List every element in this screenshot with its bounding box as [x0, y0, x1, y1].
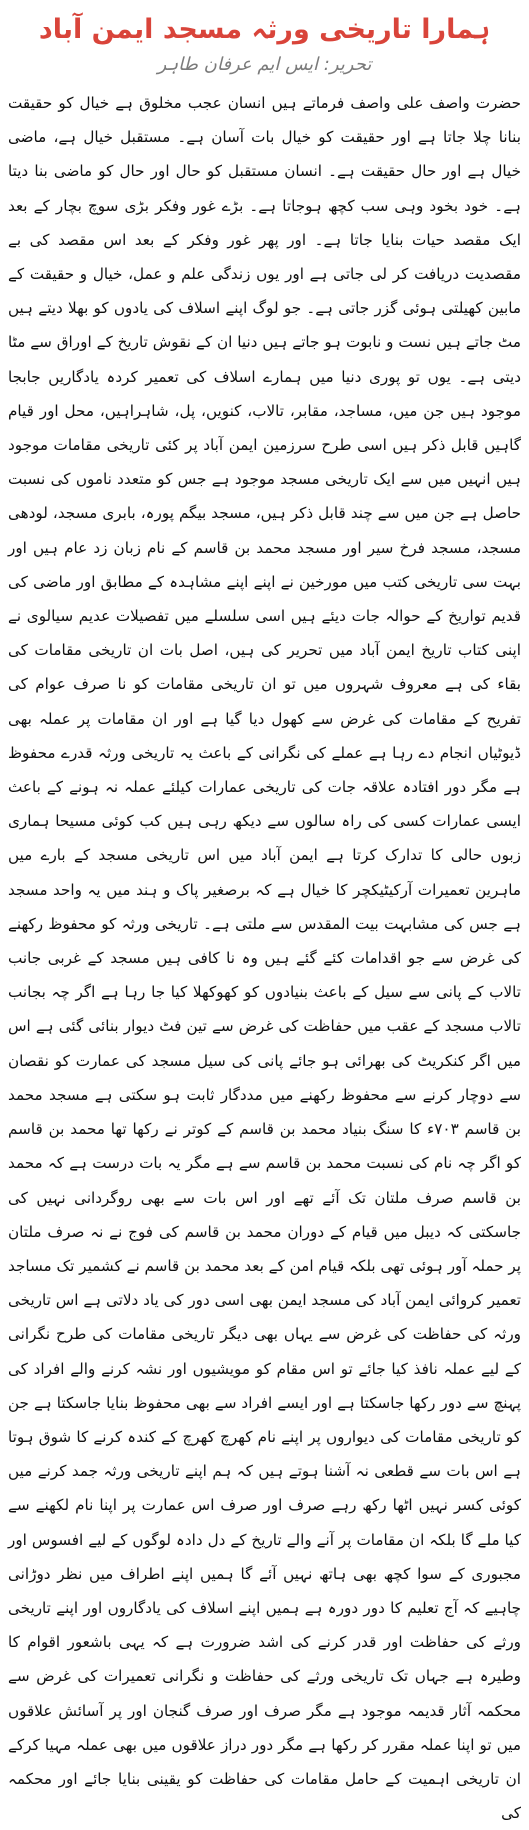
article-byline: تحریر: ایس ایم عرفان طاہر [157, 54, 372, 75]
article-title: ہمارا تاریخی ورثہ مسجد ایمن آباد [38, 14, 491, 45]
article-body: حضرت واصف علی واصف فرماتے ہیں انسان عجب مخلوق ہے خیال کو حقیقت بنانا چلا جاتا ہے اور حقیقت کو خیال بات آسان ہے۔ مستقبل خیال ہے، ماضی خیال ہے اور حال حقیقت ہے۔ انسان مستقبل کو حال اور حال کو ماضی بنا دیتا ہے۔ خود بخود وہی سب کچھ ہوجاتا ہے۔ بڑے غور وفکر بڑی سوچ بچار کے بعد ایک مقصد حیات بنایا جاتا ہے۔ اور پھر غور وفکر کے بعد اس مقصد کی بے مقصدیت دریافت کر لی جاتی ہے اور یوں زندگی علم و عمل، خیال و حقیقت کے مابین کھیلتی ہوئی گزر جاتی ہے۔ جو لوگ اپنے اسلاف کی یادوں کو بھلا دیتے ہیں مٹ جاتے ہیں نست و نابوت ہو جاتے ہیں دنیا ان کے نقوش تاریخ کے اوراق سے مٹا دیتی ہے۔ یوں تو پوری دنیا میں ہمارے اسلاف کی تعمیر کردہ یادگاریں جابجا موجود ہیں جن میں، مساجد، مقابر، تالاب، کنویں، پل، شاہراہیں، محل اور قیام گاہیں قابل ذکر ہیں اسی طرح سرزمین ایمن آباد پر کئی تاریخی مقامات موجود ہیں انہیں میں سے ایک تاریخی مسجد موجود ہے جس کو متعدد ناموں کی نسبت حاصل ہے جن میں سے چند قابل ذکر ہیں، مسجد بیگم پورہ، بابری مسجد، لودھی مسجد، مسجد فرخ سیر اور مسجد محمد بن قاسم کے نام زبان زد عام ہیں اور بہت سی تاریخی کتب میں مورخین نے اپنے اپنے مشاہدہ کے مطابق اور ماضی کی قدیم تواریخ کے حوالہ جات دیئے ہیں اسی سلسلے میں تفصیلات عدیم سیالوی نے اپنی کتاب تاریخ ایمن آباد میں تحریر کی ہیں، اصل بات ان تاریخی مقامات کی بقاء کی ہے معروف شہروں میں تو ان تاریخی مقامات کو نا صرف عوام کی تفریح کے مقامات کی غرض سے کھول دیا گیا ہے اور ان مقامات پر عملہ بھی ڈیوٹیاں انجام دے رہا ہے عملے کی نگرانی کے باعث یہ تاریخی ورثہ قدرے محفوظ ہے مگر دور افتادہ علاقہ جات کی تاریخی عمارات کیلئے عملہ نہ ہونے کے باعث ایسی عمارات کسی کی راہ سالوں سے دیکھ رہی ہیں کب کوئی مسیحا ہماری زبوں حالی کا تدارک کرتا ہے ایمن آباد میں اس تاریخی مسجد کے بارے میں ماہرین تعمیرات آرکیٹیکچر کا خیال ہے کہ برصغیر پاک و ہند میں یہ واحد مسجد ہے جس کی مشابہت بیت المقدس سے ملتی ہے۔ تاریخی ورثہ کو محفوظ رکھنے کی غرض سے جو اقدامات کئے گئے ہیں وہ نا کافی ہیں مسجد کے غربی جانب تالاب کے پانی سے سیل کے باعث بنیادوں کو کھوکھلا کیا جا رہا ہے اگر چہ بجانب تالاب مسجد کے عقب میں حفاظت کی غرض سے تین فٹ دیوار بنائی گئی ہے اس میں اگر کنکریٹ کی بھرائی ہو جائے پانی کی سیل مسجد کی عمارت کو نقصان سے دوچار کرنے سے محفوظ رکھنے میں مددگار ثابت ہو سکتی ہے مسجد محمد بن قاسم ۷۰۳ء کا سنگ بنیاد محمد بن قاسم کے کوتر نے رکھا تھا محمد بن قاسم کو اگر چہ نام کی نسبت محمد بن قاسم سے ہے مگر یہ بات درست ہے کہ محمد بن قاسم صرف ملتان تک آئے تھے اور اس بات سے بھی روگردانی نہیں کی جاسکتی کہ دیبل میں قیام کے دوران محمد بن قاسم کی فوج نے نہ صرف ملتان پر حملہ آور ہوئی تھی بلکہ قیام امن کے بعد محمد بن قاسم نے کشمیر تک مساجد تعمیر کروائی ایمن آباد کی مسجد ایمن بھی اسی دور کی یاد دلاتی ہے اس تاریخی ورثہ کی حفاظت کی غرض سے یہاں بھی دیگر تاریخی مقامات کی طرح نگرانی کے لیے عملہ نافذ کیا جائے تو اس مقام کو مویشیوں اور نشہ کرنے والے افراد کی پہنچ سے دور رکھا جاسکتا ہے اور ایسے افراد سے بھی محفوظ بنایا جاسکتا ہے جن کو تاریخی مقامات کی دیواروں پر اپنے نام کھرچ کھرچ کے کندہ کرنے کا شوق ہوتا ہے اس بات سے قطعی نہ آشنا ہوتے ہیں کہ ہم اپنے تاریخی ورثہ جمد کرنے میں کوئی کسر نہیں اٹھا رکھ رہے صرف اور صرف اس عمارت پر اپنا نام لکھنے سے کیا ملے گا بلکہ ان مقامات پر آنے والے تاریخ کے دل دادہ لوگوں کے لیے افسوس اور مجبوری کے سوا کچھ بھی ہاتھ نہیں آئے گا ہمیں اپنے اطراف میں نظر دوڑانی چاہیے کہ آج تعلیم کا دور دورہ ہے ہمیں اپنے اسلاف کی یادگاروں اور اپنے تاریخی ورثے کی حفاظت اور قدر کرنے کی اشد ضرورت ہے کہ یہی باشعور اقوام کا وطیرہ ہے جہاں تک تاریخی ورثے کی حفاظت و نگرانی تعمیرات کی غرض سے محکمہ آثار قدیمہ موجود ہے مگر صرف اور صرف گنجان اور پر آسائش علاقوں میں تو اپنا عملہ مقرر کر رکھا ہے مگر دور دراز علاقوں میں بھی عملہ مہیا کرکے ان تاریخی اہمیت کے حامل مقامات کی حفاظت کو یقینی بنایا جائے اور محکمہ کی [8, 94, 521, 1823]
